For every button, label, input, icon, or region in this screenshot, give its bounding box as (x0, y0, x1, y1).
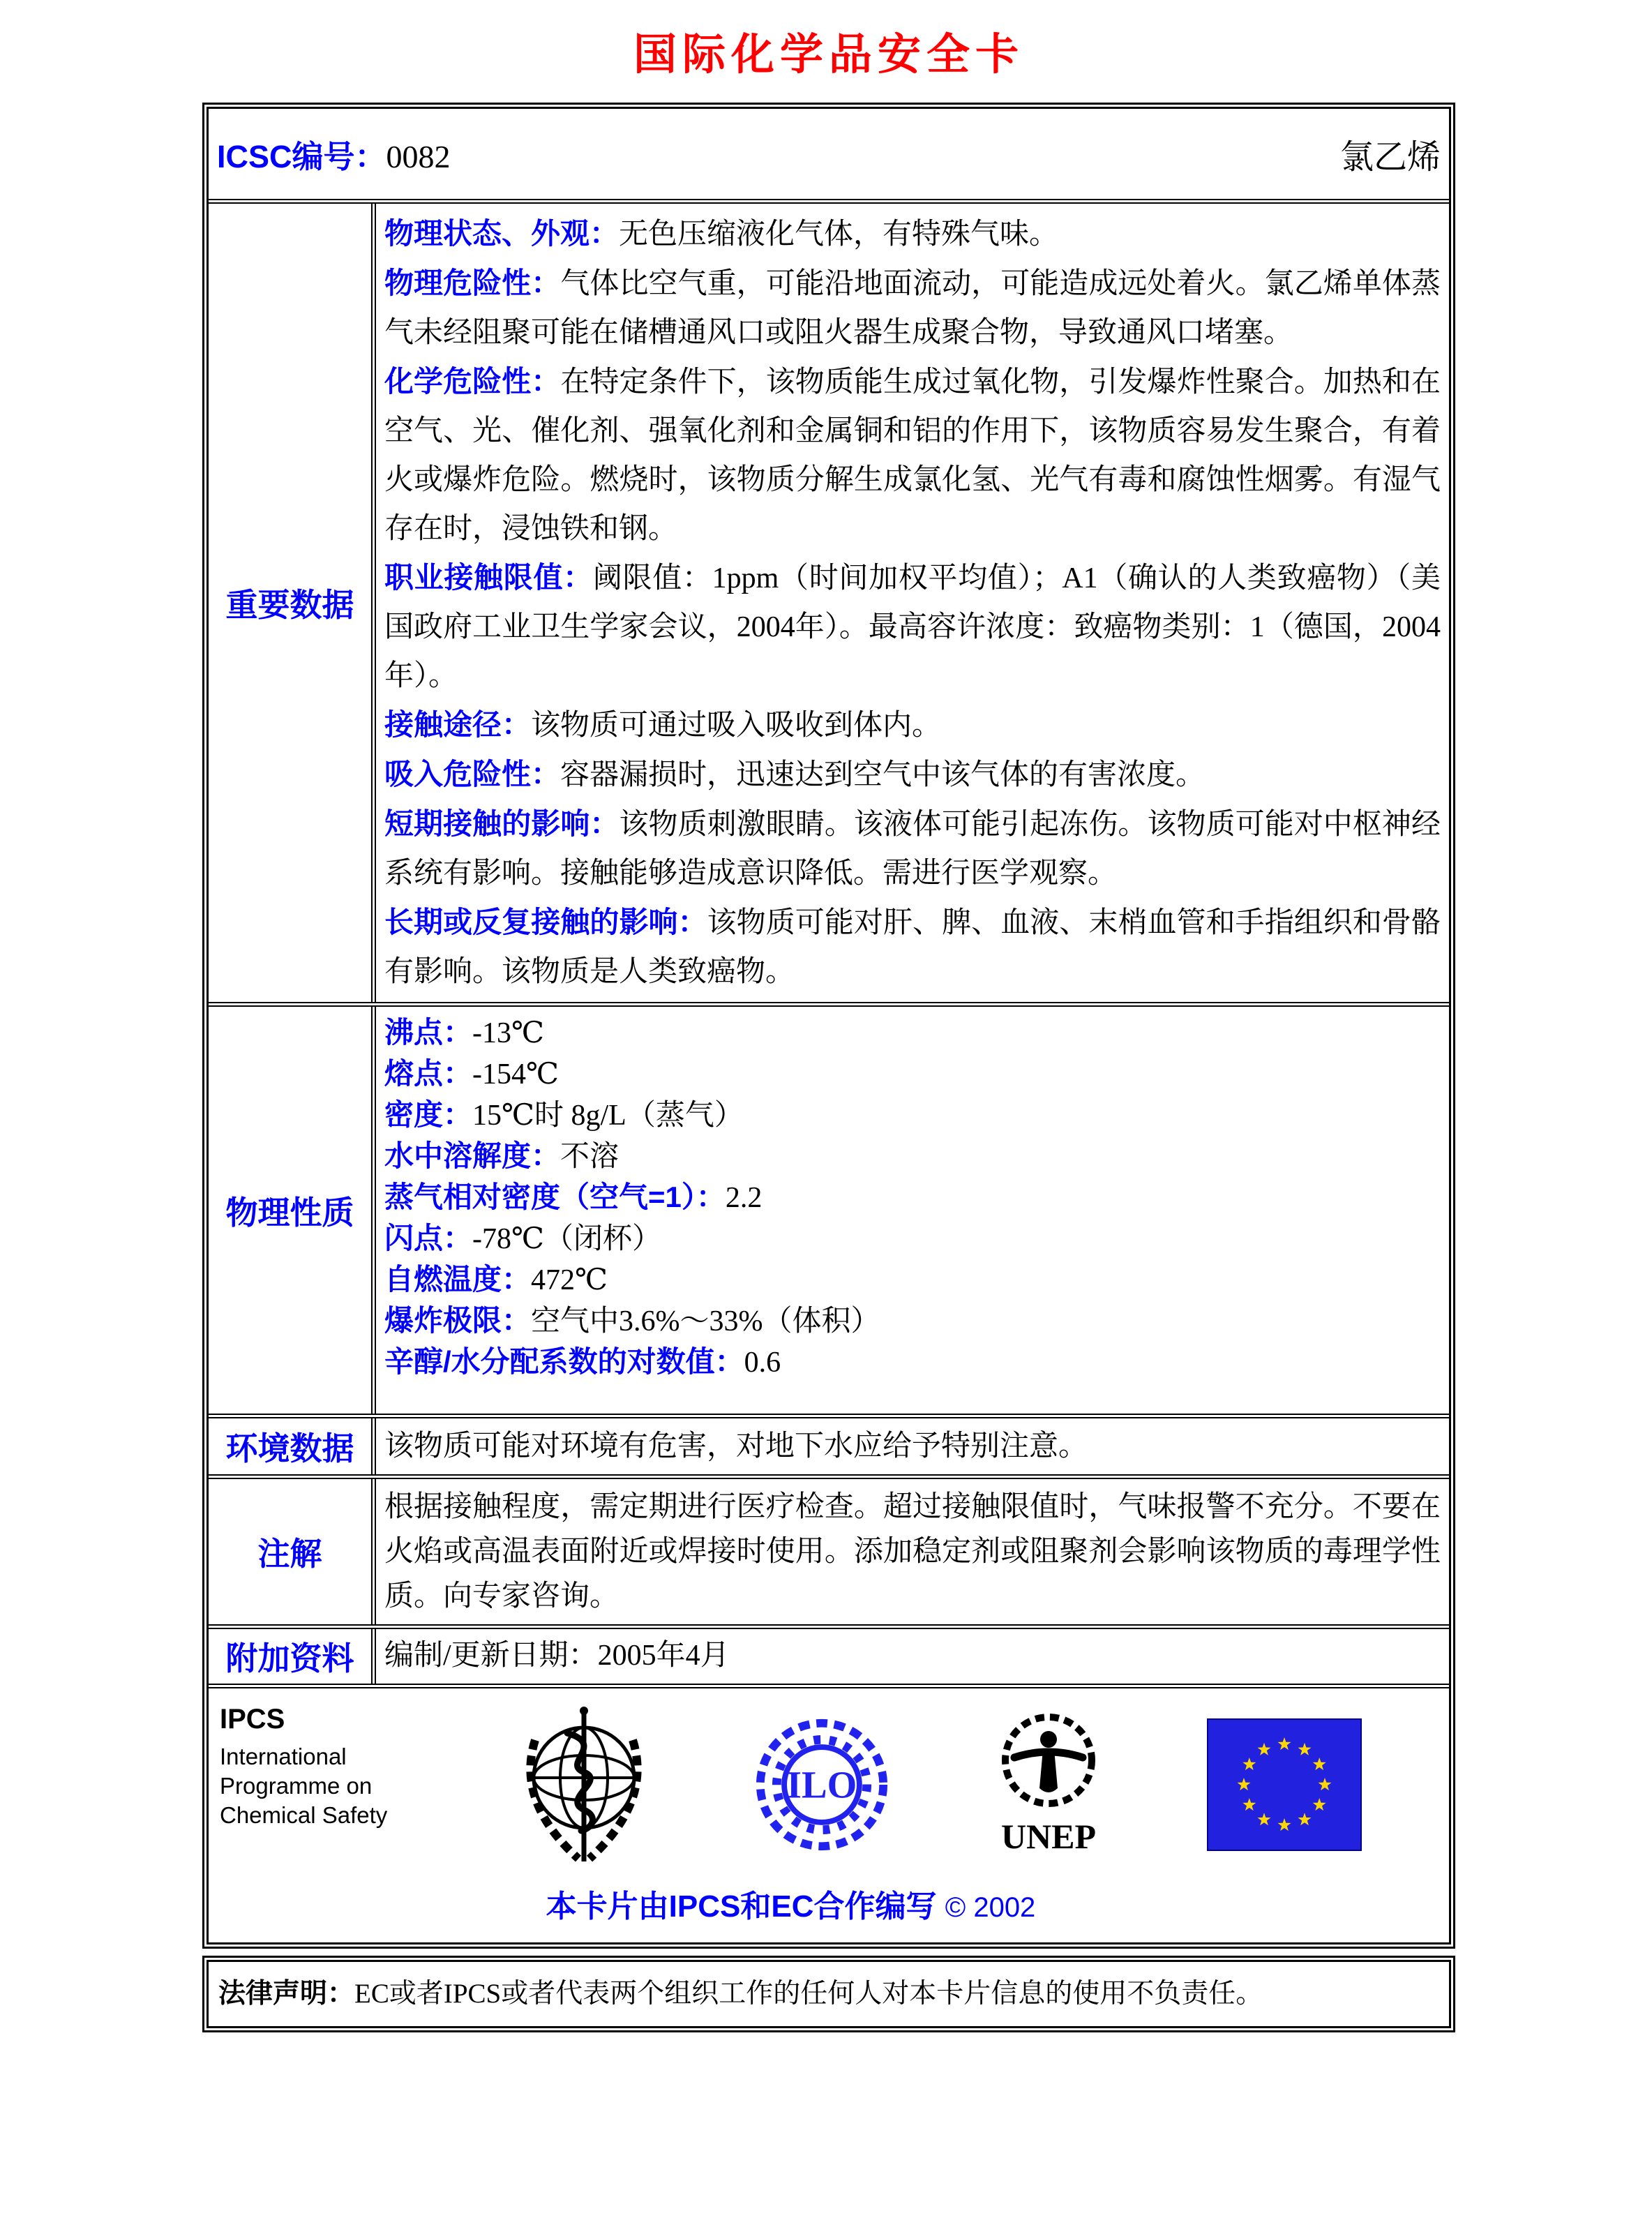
field-label: 闪点： (384, 1222, 473, 1254)
field-label: 物理状态、外观： (384, 217, 620, 250)
ipcs-text-block (220, 1704, 415, 1830)
chemical-name: 氯乙烯 (1339, 139, 1441, 176)
notes-section-label: 注解 (209, 1479, 376, 1624)
icsc-card (202, 103, 1455, 1949)
field-text: 空气中3.6%～33%（体积） (531, 1305, 880, 1337)
field-label: 物理危险性： (384, 267, 561, 299)
field-text: 472℃ (531, 1264, 608, 1296)
ilo-logo-icon (753, 1716, 890, 1853)
icsc-number-value: 0082 (386, 139, 451, 174)
property-line (384, 1259, 1441, 1301)
field-label: 爆炸极限： (384, 1304, 532, 1337)
important-data-item (384, 700, 1441, 750)
property-line (384, 1177, 1441, 1218)
field-text: 该物质可通过吸入吸收到体内。 (531, 710, 942, 742)
ipcs-name-line: Chemical Safety (220, 1802, 388, 1828)
field-label: 水中溶解度： (384, 1139, 561, 1172)
additional-info-row (209, 1624, 1449, 1684)
ilo-logo-text: ILO (786, 1763, 857, 1806)
ipcs-name-line: International (220, 1744, 347, 1769)
important-data-item (384, 898, 1441, 996)
field-text: 在特定条件下，该物质能生成过氧化物，引发爆炸性聚合。加热和在空气、光、催化剂、强氧化剂和金属铜和铝的作用下，该物质容易发生聚合，有着火或爆炸危险。燃烧时，该物质分解生成氯化氢、光气有毒和腐蚀性烟雾。有湿气存在时，浸蚀铁和钢。 (384, 366, 1441, 545)
unep-logo-icon (989, 1707, 1108, 1855)
legal-notice-text: EC或者IPCS或者代表两个组织工作的任何人对本卡片信息的使用不负责任。 (354, 1979, 1263, 2009)
unep-logo-block (989, 1707, 1108, 1863)
property-line (384, 1012, 1441, 1054)
important-data-item (384, 750, 1441, 800)
field-text: 该物质可能对肝、脾、血液、末梢血管和手指组织和骨骼有影响。该物质是人类致癌物。 (384, 907, 1441, 988)
property-line (384, 1095, 1441, 1136)
physical-properties-content (376, 1007, 1449, 1414)
notes-row (209, 1474, 1449, 1624)
field-text: 0.6 (744, 1347, 781, 1379)
field-label: 辛醇/水分配系数的对数值： (384, 1345, 744, 1378)
who-logo-icon (514, 1704, 654, 1866)
property-line (384, 1136, 1441, 1177)
ipcs-acronym: IPCS (220, 1704, 285, 1734)
field-text: -154℃ (472, 1058, 559, 1091)
field-text: 15℃时 8g/L（蒸气） (472, 1100, 744, 1132)
additional-info-section-label: 附加资料 (209, 1629, 376, 1684)
important-data-item (384, 357, 1441, 553)
important-data-item (384, 209, 1441, 259)
page-title: 国际化学品安全卡 (633, 31, 1024, 79)
ipcs-name-line: Programme on (220, 1773, 373, 1799)
field-label: 短期接触的影响： (384, 807, 620, 840)
eu-flag-icon (1207, 1718, 1362, 1851)
field-text: 2.2 (725, 1182, 763, 1214)
property-line (384, 1301, 1441, 1342)
copyright-text: © 2002 (945, 1892, 1036, 1923)
important-data-section-label: 重要数据 (209, 204, 376, 1002)
notes-content: 根据接触程度，需定期进行医疗检查。超过接触限值时，气味报警不充分。不要在火焰或高温表面附近或焊接时使用。添加稳定剂或阻聚剂会影响该物质的毒理学性质。向专家咨询。 (384, 1491, 1441, 1612)
environmental-data-content: 该物质可能对环境有危害，对地下水应给予特别注意。 (384, 1430, 1088, 1462)
unep-logo-text: UNEP (1000, 1816, 1096, 1855)
property-line (384, 1342, 1441, 1383)
organization-logos (220, 1704, 1362, 1866)
footer-content (209, 1688, 1449, 1942)
field-label: 沸点： (384, 1016, 473, 1049)
field-label: 化学危险性： (384, 365, 561, 398)
field-label: 蒸气相对密度（空气=1）： (384, 1181, 726, 1213)
physical-properties-row (209, 1002, 1449, 1414)
field-label: 长期或反复接触的影响： (384, 906, 707, 938)
field-label: 吸入危险性： (384, 758, 561, 790)
field-text: 该物质刺激眼睛。该液体可能引起冻伤。该物质可能对中枢神经系统有影响。接触能够造成意识降低。需进行医学观察。 (384, 809, 1441, 890)
field-label: 接触途径： (384, 708, 532, 741)
important-data-content (376, 204, 1449, 1002)
field-label: 自燃温度： (384, 1263, 532, 1296)
field-text: 容器漏损时，迅速达到空气中该气体的有害浓度。 (560, 759, 1206, 791)
important-data-item (384, 259, 1441, 357)
environmental-data-row (209, 1414, 1449, 1474)
important-data-item (384, 553, 1441, 700)
field-text: 不溶 (560, 1141, 620, 1173)
environmental-data-section-label: 环境数据 (209, 1418, 376, 1474)
property-line (384, 1218, 1441, 1259)
field-text: 无色压缩液化气体，有特殊气味。 (619, 218, 1059, 250)
field-text: 阈限值：1ppm（时间加权平均值）；A1（确认的人类致癌物）（美国政府工业卫生学家会议，2004年）。最高容许浓度：致癌物类别：1（德国，2004年）。 (384, 562, 1441, 692)
icsc-sheet (202, 20, 1455, 2032)
field-label: 密度： (384, 1098, 473, 1131)
property-line (384, 1054, 1441, 1095)
cooperation-caption (220, 1881, 1362, 1926)
important-data-item (384, 800, 1441, 898)
footer-row (209, 1684, 1449, 1942)
additional-info-content: 编制/更新日期：2005年4月 (384, 1640, 730, 1672)
cooperation-caption-text: 本卡片由IPCS和EC合作编写 (546, 1889, 937, 1924)
header-row (209, 109, 1449, 199)
icsc-number-label: ICSC编号： (217, 139, 386, 174)
icsc-number-group (217, 131, 451, 177)
field-label: 职业接触限值： (384, 561, 593, 594)
field-text: 气体比空气重，可能沿地面流动，可能造成远处着火。氯乙烯单体蒸气未经阻聚可能在储槽通风口或阻火器生成聚合物，导致通风口堵塞。 (384, 268, 1441, 349)
field-label: 熔点： (384, 1057, 473, 1090)
legal-notice-label: 法律声明： (218, 1979, 355, 2009)
important-data-row (209, 199, 1449, 1002)
field-text: -78℃（闭杯） (472, 1223, 661, 1255)
legal-notice (202, 1956, 1455, 2032)
field-text: -13℃ (472, 1017, 544, 1049)
physical-properties-section-label: 物理性质 (209, 1007, 376, 1414)
